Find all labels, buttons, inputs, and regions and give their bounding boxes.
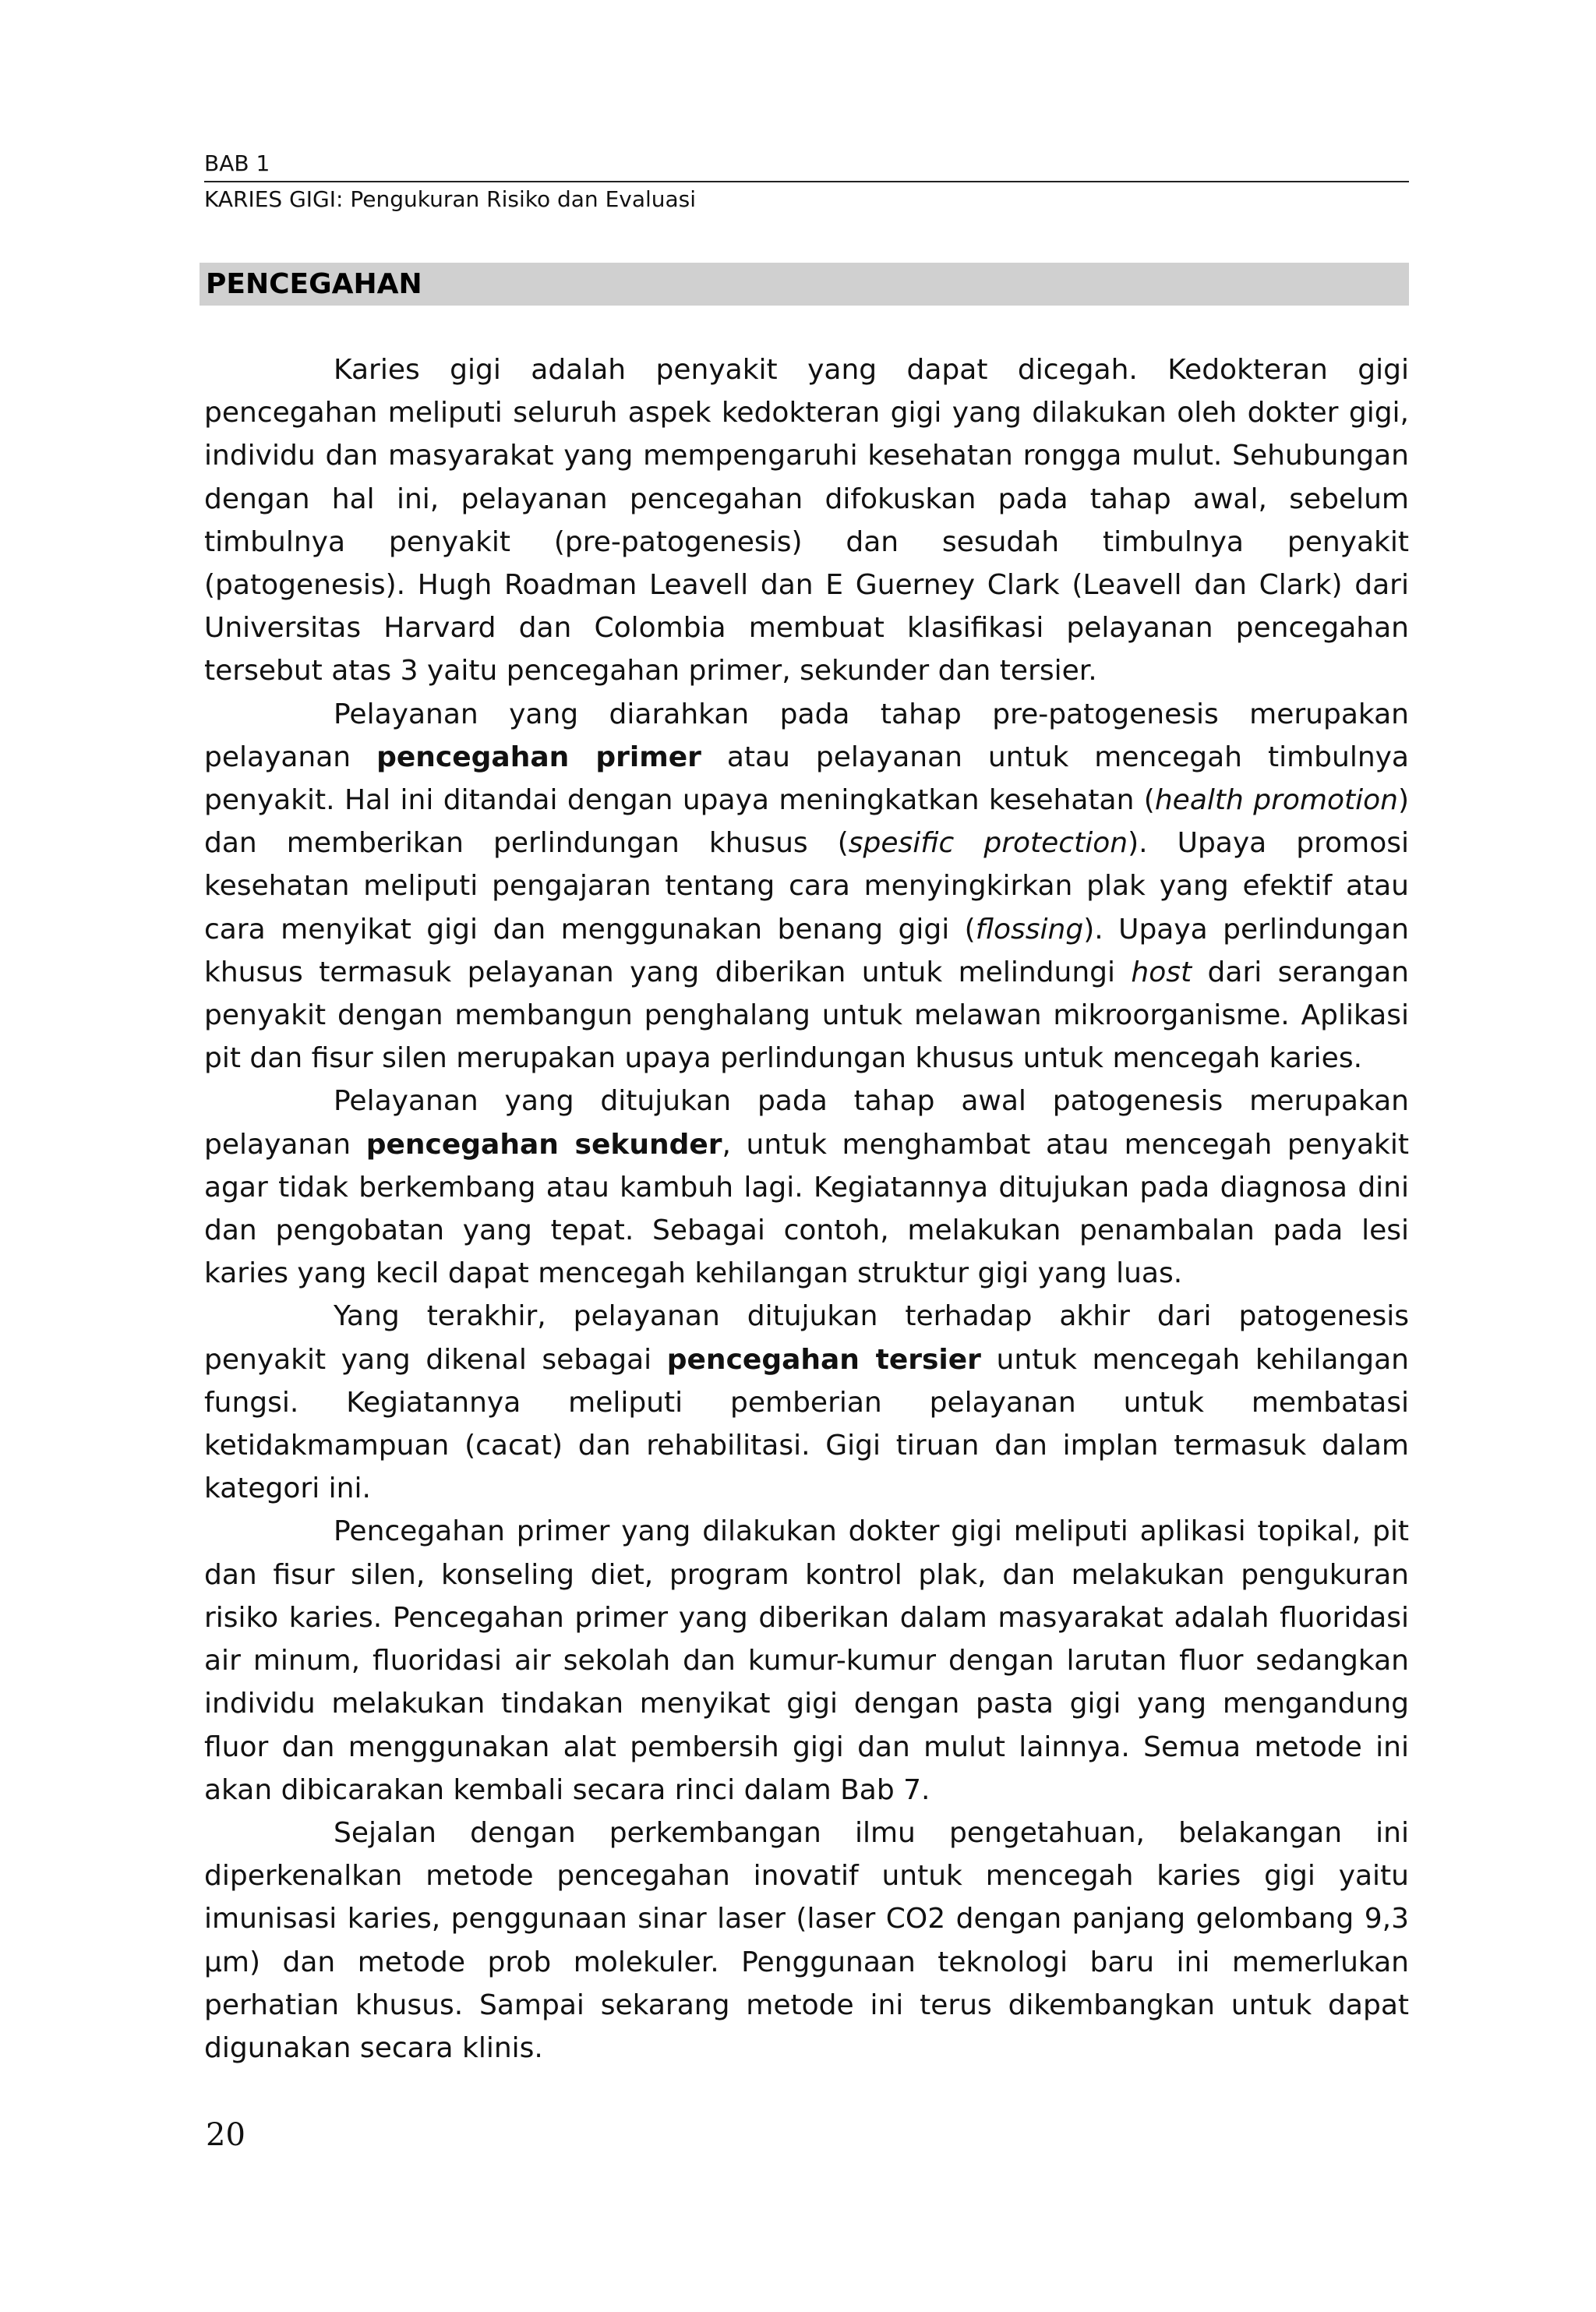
term-specific-protection: spesific protection [848,827,1128,860]
paragraph-primary-methods [204,1510,1409,1811]
text-run: dari serangan penyakit dengan membangun penghalang untuk melawan mikroorganisme. Aplikasi pit dan fisur silen merupakan upaya perlindungan khusus untuk mencegah karies. [204,956,1409,1075]
chapter-label: BAB 1 [204,150,270,176]
text-run: Karies gigi adalah penyakit yang dapat dicegah. Kedokteran gigi pencegahan meliputi seluruh aspek kedokteran gigi yang dilakukan oleh dokter gigi, individu dan masyarakat yang mempengaruhi kesehatan rongga mulut. Sehubungan dengan hal ini, pelayanan pencegahan difokuskan pada tahap awal, sebelum timbulnya penyakit (pre-patogenesis) dan sesudah timbulnya penyakit (patogenesis). Hugh Roadman Leavell dan E Guerney Clark (Leavell dan Clark) dari Universitas Harvard dan Colombia membuat klasifikasi pelayanan pencegahan tersebut atas 3 yaitu pencegahan primer, sekunder dan tersier. [204,354,1409,688]
text-run: ). Upaya promosi kesehatan meliputi pengajaran tentang cara menyingkirkan plak yang efektif atau cara menyikat gigi dan menggunakan benang gigi ( [204,827,1409,946]
paragraph-intro [204,348,1409,693]
running-header [204,148,1409,215]
body-text [204,348,1409,2070]
paragraph-primary-prevention [204,693,1409,1080]
term-flossing: flossing [975,913,1084,946]
section-heading-bar [200,263,1409,306]
text-run: , untuk menghambat atau mencegah penyakit agar tidak berkembang atau kambuh lagi. Kegiatannya ditujukan pada diagnosa dini dan pengobatan yang tepat. Sebagai contoh, melakukan penambalan pada lesi karies yang kecil dapat mencegah kehilangan struktur gigi yang luas. [204,1128,1409,1290]
text-run: Pelayanan yang diarahkan pada tahap pre-patogenesis merupakan pelayanan [204,698,1409,773]
text-run: atau pelayanan untuk mencegah timbulnya penyakit. Hal ini ditandai dengan upaya meningkatkan kesehatan ( [204,741,1409,817]
paragraph-secondary-prevention [204,1080,1409,1295]
page-number: 20 [206,2117,245,2153]
paragraph-innovative-methods [204,1812,1409,2070]
term-tertiary-prevention: pencegahan tersier [666,1343,981,1376]
book-title: KARIES GIGI: Pengukuran Risiko dan Evaluasi [204,186,697,212]
term-host: host [1131,956,1192,988]
text-run: ). Upaya perlindungan khusus termasuk pelayanan yang diberikan untuk melindungi [204,913,1409,988]
text-run: Sejalan dengan perkembangan ilmu pengetahuan, belakangan ini diperkenalkan metode pencegahan inovatif untuk mencegah karies gigi yaitu imunisasi karies, penggunaan sinar laser (laser CO2 dengan panjang gelombang 9,3 µm) dan metode prob molekuler. Penggunaan teknologi baru ini memerlukan perhatian khusus. Sampai sekarang metode ini terus dikembangkan untuk dapat digunakan secara klinis. [204,1816,1409,2064]
term-health-promotion: health promotion [1154,784,1398,817]
text-run: Pelayanan yang ditujukan pada tahap awal patogenesis merupakan pelayanan [204,1085,1409,1161]
term-primary-prevention: pencegahan primer [376,741,701,773]
text-run: Pencegahan primer yang dilakukan dokter gigi meliputi aplikasi topikal, pit dan fisur silen, konseling diet, program kontrol plak, dan melakukan pengukuran risiko karies. Pencegahan primer yang diberikan dalam masyarakat adalah fluoridasi air minum, fluoridasi air sekolah dan kumur-kumur dengan larutan fluor sedangkan individu melakukan tindakan menyikat gigi dengan pasta gigi yang mengandung fluor dan menggunakan alat pembersih gigi dan mulut lainnya. Semua metode ini akan dibicarakan kembali secara rinci dalam Bab 7. [204,1515,1409,1806]
text-run: ) dan memberikan perlindungan khusus ( [204,784,1409,860]
paragraph-tertiary-prevention [204,1295,1409,1510]
text-run: Yang terakhir, pelayanan ditujukan terhadap akhir dari patogenesis penyakit yang dikenal sebagai [204,1300,1409,1376]
header-rule [204,181,1409,182]
section-title: PENCEGAHAN [206,268,422,300]
text-run: untuk mencegah kehilangan fungsi. Kegiatannya meliputi pemberian pelayanan untuk membatasi ketidakmampuan (cacat) dan rehabilitasi. Gigi tiruan dan implan termasuk dalam kategori ini. [204,1343,1409,1505]
term-secondary-prevention: pencegahan sekunder [365,1128,722,1161]
